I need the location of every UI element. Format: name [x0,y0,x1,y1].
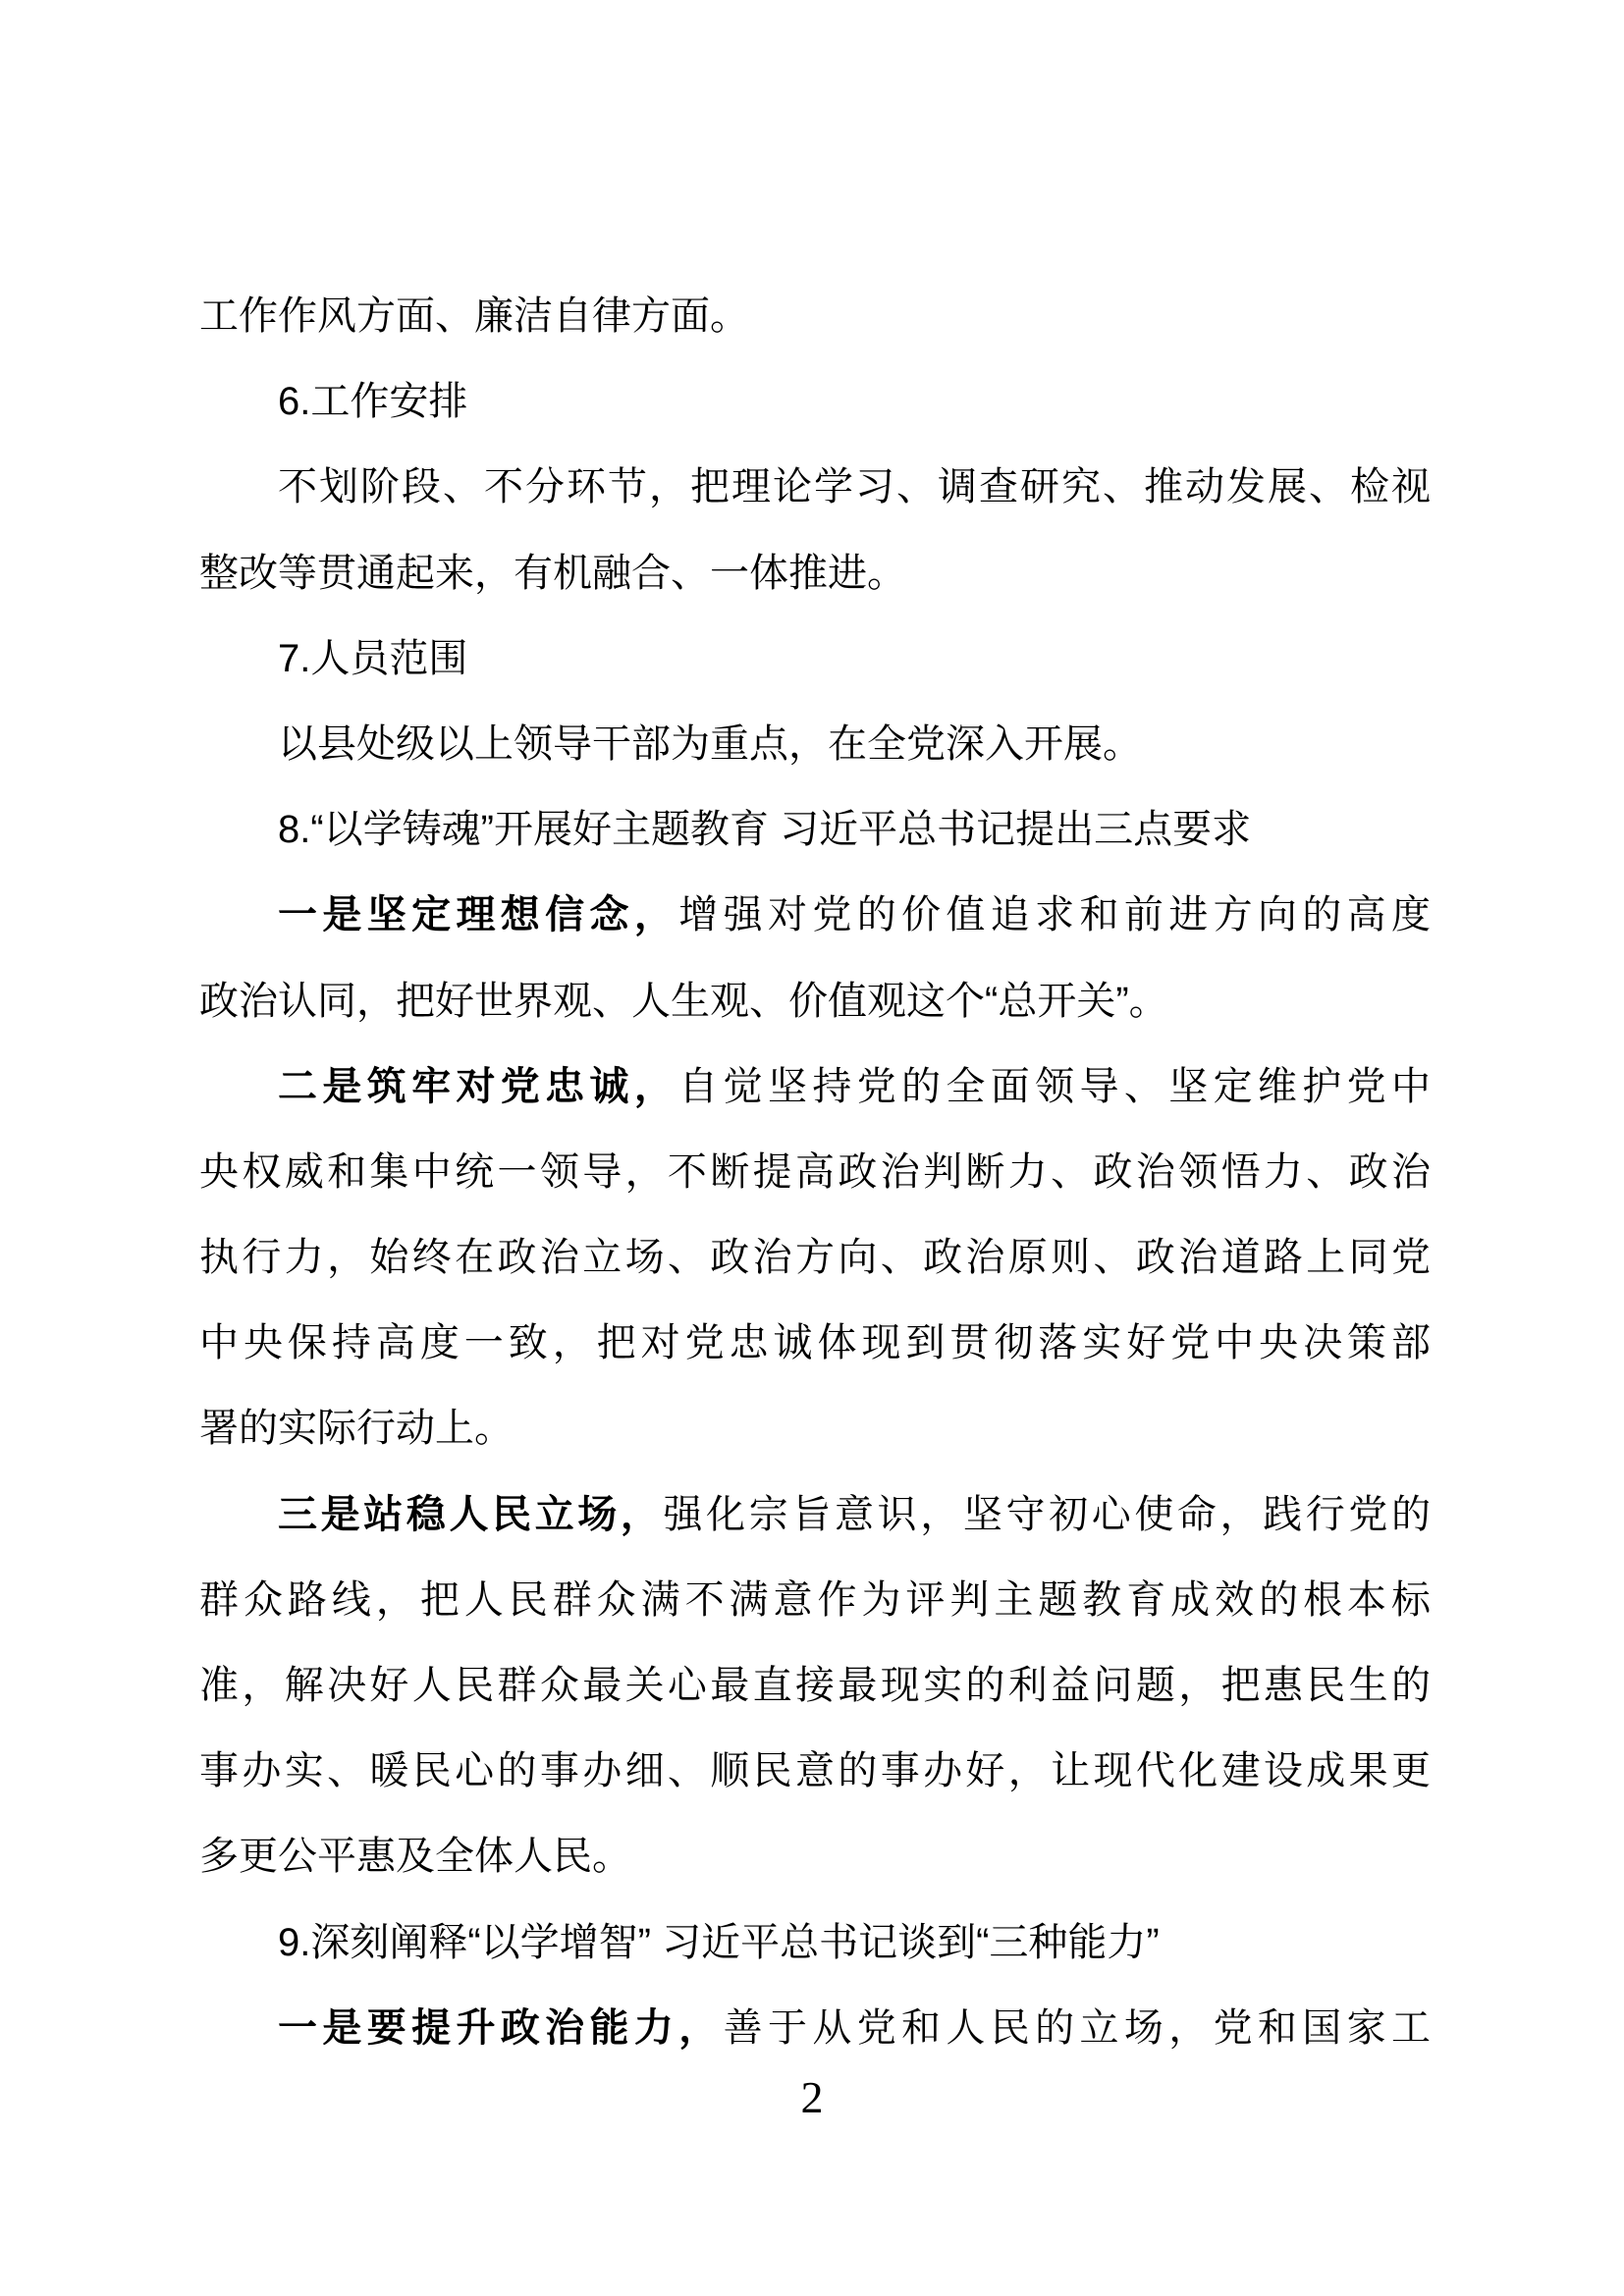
text-line [199,787,1431,873]
text-run: 善于从党和人民的立场，党和国家工 [723,2005,1432,2050]
text-run: 增强对党的价值追求和前进方向的高度 [678,893,1432,937]
text-line [199,1386,1431,1471]
text-run: 多更公平惠及全体人民。 [199,1835,631,1879]
text-run: 群众路线，把人民群众满不满意作为评判主题教育成效的根本标 [199,1577,1431,1622]
text-line [199,359,1431,445]
text-line [199,1814,1431,1899]
text-run: 中央保持高度一致，把对党忠诚体现到贯彻落实好党中央决策部 [199,1321,1431,1365]
text-line [199,1729,1431,1814]
text-line [199,959,1431,1044]
text-run: 自觉坚持党的全面领导、坚定维护党中 [678,1064,1432,1108]
text-run: 工作作风方面、廉洁自律方面。 [199,294,749,338]
text-run: 执行力，始终在政治立场、政治方向、政治原则、政治道路上同党 [199,1236,1431,1280]
text-run: 政治认同，把好世界观、人生观、价值观这个“总开关”。 [199,979,1168,1023]
text-line [199,702,1431,787]
emphasis-text-run: 二是筑牢对党忠诚， [278,1064,679,1108]
text-run: 央权威和集中统一领导，不断提高政治判断力、政治领悟力、政治 [199,1149,1431,1194]
text-line [199,531,1431,616]
text-run: 准，解决好人民群众最关心最直接最现实的利益问题，把惠民生的 [199,1664,1431,1707]
text-line [199,1472,1431,1558]
text-line [199,274,1431,359]
text-run: 8.“以学铸魂”开展好主题教育 习近平总书记提出三点要求 [278,808,1252,852]
text-run: 署的实际行动上。 [199,1407,514,1451]
emphasis-text-run: 一是坚定理想信念， [278,893,679,937]
text-line [199,1900,1431,1986]
text-line [199,1044,1431,1130]
text-run: 9.深刻阐释“以学增智” 习近平总书记谈到“三种能力” [278,1920,1160,1964]
text-line [199,1643,1431,1729]
text-run: 不划阶段、不分环节，把理论学习、调查研究、推动发展、检视 [278,465,1431,509]
text-line [199,445,1431,530]
emphasis-text-run: 一是要提升政治能力， [278,2005,724,2050]
text-run: 强化宗旨意识，坚守初心使命，践行党的 [663,1492,1432,1536]
text-run: 整改等贯通起来，有机融合、一体推进。 [199,551,906,595]
text-line [199,616,1431,702]
text-line [199,1215,1431,1301]
text-line [199,873,1431,958]
emphasis-text-run: 三是站稳人民立场， [278,1492,664,1536]
text-run: 6.工作安排 [278,380,468,424]
text-line [199,1301,1431,1386]
text-line [199,1130,1431,1215]
text-line [199,1986,1431,2071]
text-line [199,1558,1431,1643]
text-run: 以县处级以上领导干部为重点，在全党深入开展。 [278,721,1142,766]
text-run: 事办实、暖民心的事办细、顺民意的事办好，让现代化建设成果更 [199,1749,1431,1793]
document-body [199,274,1431,2071]
page-number: 2 [800,2072,824,2122]
text-run: 7.人员范围 [278,636,468,680]
